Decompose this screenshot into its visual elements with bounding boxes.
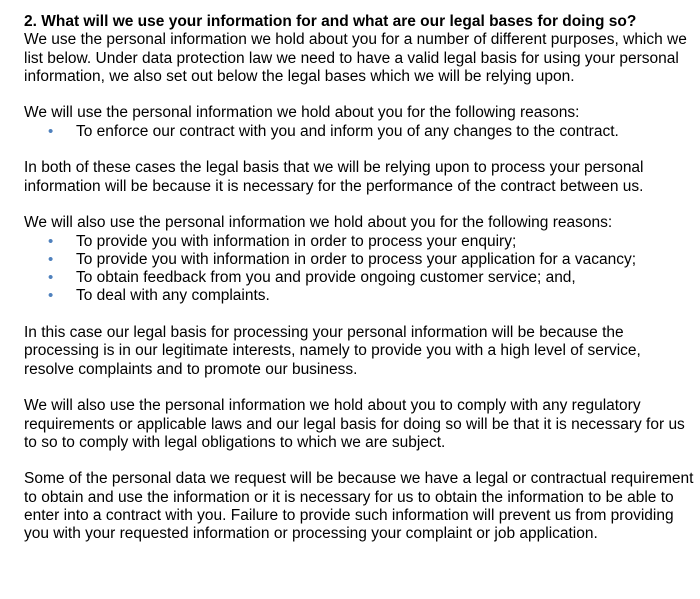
section-heading: 2. What will we use your information for and what are our legal bases for doing so? — [24, 13, 637, 30]
bullet-icon: • — [48, 287, 54, 305]
basis-2-paragraph: In this case our legal basis for processing your personal information will be because the processing is in our legitimate interests, namely to provide you with a high level of service, resolve complaints and to promote our business. — [24, 324, 641, 378]
bullet-icon: • — [48, 269, 54, 287]
list-item — [24, 251, 694, 269]
list-item — [24, 287, 694, 305]
intro-paragraph: We use the personal information we hold about you for a number of different purposes, which we list below. Under data protection law we need to have a valid legal basis for using your personal information, we also set out below the legal bases which we will be relying upon. — [24, 31, 687, 85]
bullet-icon: • — [48, 250, 54, 268]
reasons-2-list — [24, 233, 694, 306]
basis-1-paragraph: In both of these cases the legal basis that we will be relying upon to process your personal information will be because it is necessary for the performance of the contract between us. — [24, 159, 644, 195]
reasons-2-intro: We will also use the personal information we hold about you for the following reasons: — [24, 214, 613, 232]
list-item-text: To deal with any complaints. — [76, 287, 270, 305]
document-body — [24, 13, 694, 562]
list-item-text: To enforce our contract with you and inform you of any changes to the contract. — [76, 122, 619, 140]
bullet-icon: • — [48, 122, 54, 140]
list-item — [24, 123, 694, 141]
compliance-paragraph: We will also use the personal information we hold about you to comply with any regulatory requirements or applicable laws and our legal basis for doing so will be that it is necessary for us to so to comply with legal obligations to which we are subject. — [24, 397, 685, 451]
list-item-text: To obtain feedback from you and provide ongoing customer service; and, — [76, 269, 576, 287]
reasons-1-intro: We will use the personal information we hold about you for the following reasons: — [24, 104, 580, 122]
list-item-text: To provide you with information in order to process your application for a vacancy; — [76, 250, 637, 268]
list-item-text: To provide you with information in order to process your enquiry; — [76, 232, 517, 250]
list-item — [24, 233, 694, 251]
reasons-1-list — [24, 123, 694, 141]
requirement-paragraph: Some of the personal data we request will be because we have a legal or contractual requirement to obtain and use the information or it is necessary for us to obtain the information to be able to enter into a contract with you. Failure to provide such information will prevent us from providing you with your requested information or processing your complaint or job application. — [24, 470, 694, 543]
list-item — [24, 269, 694, 287]
bullet-icon: • — [48, 232, 54, 250]
